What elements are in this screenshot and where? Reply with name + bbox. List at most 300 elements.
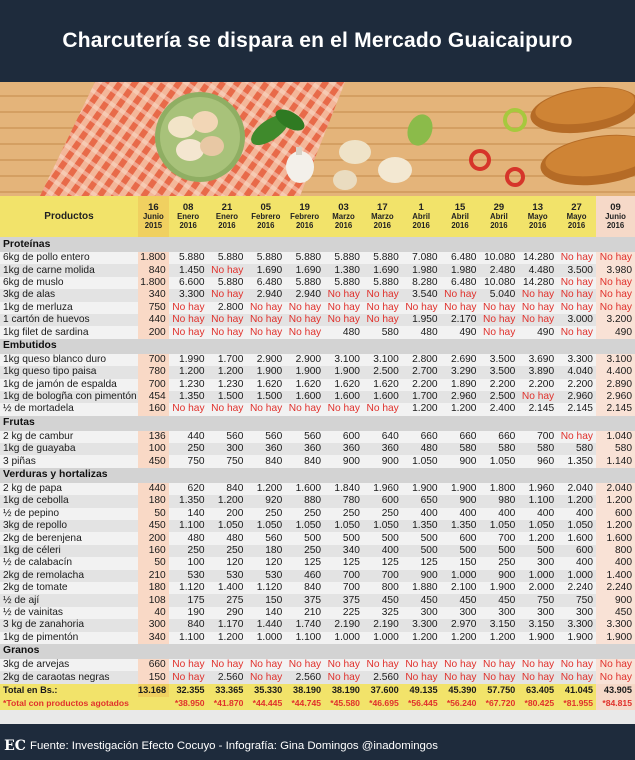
price-cell: 400 [557, 508, 596, 520]
price-cell: 700 [138, 354, 169, 366]
section-row [0, 339, 635, 354]
price-cell: 700 [518, 431, 557, 443]
product-name: 1kg de guayaba [0, 443, 138, 455]
price-cell: No hay [479, 659, 518, 671]
price-cell: 1.350 [402, 520, 441, 532]
price-cell: No hay [285, 659, 324, 671]
price-cell: 5.880 [208, 252, 247, 264]
price-cell: 2.145 [596, 403, 635, 415]
price-cell: 175 [169, 594, 208, 606]
price-cell: 160 [138, 545, 169, 557]
price-cell: No hay [479, 314, 518, 326]
price-cell: 490 [596, 326, 635, 338]
price-cell: 1.200 [596, 520, 635, 532]
price-cell: No hay [518, 671, 557, 683]
price-cell: 2.145 [518, 403, 557, 415]
table-row [0, 520, 635, 532]
price-cell: 1.050 [285, 520, 324, 532]
product-name: 1kg de pimentón [0, 632, 138, 644]
date-day: 16 [148, 202, 159, 213]
price-cell: No hay [479, 326, 518, 338]
price-cell: 1.000 [324, 632, 363, 644]
price-cell: 500 [324, 532, 363, 544]
price-cell: 125 [324, 557, 363, 569]
date-year: 2015 [144, 221, 163, 230]
price-cell: 1.050 [557, 520, 596, 532]
date-year: 2016 [529, 221, 547, 230]
sold-out-total-cell: *41.870 [208, 697, 247, 710]
total-cell: 45.390 [441, 684, 480, 697]
price-cell: 3.150 [479, 619, 518, 631]
date-day: 19 [299, 202, 310, 213]
total-cell: 13.168 [138, 684, 169, 697]
price-cell: 340 [138, 632, 169, 644]
price-cell: 700 [324, 570, 363, 582]
price-cell: 180 [138, 495, 169, 507]
price-cell: 3.500 [479, 366, 518, 378]
price-cell: 3.100 [324, 354, 363, 366]
price-cell: 450 [138, 455, 169, 467]
price-cell: 1.620 [246, 379, 285, 391]
price-cell: 1.230 [208, 379, 247, 391]
sold-out-total-cell: *84.815 [596, 697, 635, 710]
total-cell: 49.135 [402, 684, 441, 697]
price-cell: 3.500 [479, 354, 518, 366]
price-cell: No hay [479, 671, 518, 683]
price-cell: No hay [169, 314, 208, 326]
product-name: 3 kg de zanahoria [0, 619, 138, 631]
table-row [0, 366, 635, 378]
sold-out-total-cell: *80.425 [518, 697, 557, 710]
price-cell: 1.000 [246, 632, 285, 644]
price-table-container [0, 196, 635, 724]
price-cell: 1.440 [246, 619, 285, 631]
product-name: ½ de vainitas [0, 607, 138, 619]
price-cell: 1.200 [402, 403, 441, 415]
date-month: Marzo [371, 212, 394, 221]
price-cell: 8.280 [402, 277, 441, 289]
price-cell: 2.200 [479, 379, 518, 391]
price-cell: 2.690 [441, 354, 480, 366]
section-title: Proteínas [0, 237, 635, 252]
price-cell: 2.170 [441, 314, 480, 326]
price-cell: 500 [518, 545, 557, 557]
price-cell: 480 [402, 326, 441, 338]
price-cell: 1.840 [324, 483, 363, 495]
price-cell: 560 [285, 431, 324, 443]
price-cell: No hay [246, 659, 285, 671]
price-cell: 180 [246, 545, 285, 557]
price-cell: No hay [518, 314, 557, 326]
price-cell: 1.050 [518, 520, 557, 532]
section-row [0, 644, 635, 659]
price-cell: 660 [441, 431, 480, 443]
price-cell: No hay [324, 671, 363, 683]
table-row [0, 443, 635, 455]
price-cell: 1.400 [596, 570, 635, 582]
section-row [0, 237, 635, 252]
price-cell: 100 [138, 443, 169, 455]
table-row [0, 508, 635, 520]
product-name: 2 kg de papa [0, 483, 138, 495]
price-cell: 3.890 [518, 366, 557, 378]
price-cell: 2.900 [246, 354, 285, 366]
date-header [324, 196, 363, 237]
header-illustration [0, 82, 635, 196]
price-cell: 440 [138, 483, 169, 495]
price-cell: No hay [441, 659, 480, 671]
price-cell: 2.700 [402, 366, 441, 378]
price-cell: 1.100 [285, 632, 324, 644]
price-cell: No hay [557, 431, 596, 443]
price-cell: 300 [208, 443, 247, 455]
price-cell: 1.050 [246, 520, 285, 532]
date-day: 21 [221, 202, 233, 213]
price-cell: 1.900 [285, 366, 324, 378]
price-cell: 3.300 [402, 619, 441, 631]
table-row [0, 594, 635, 606]
price-cell: No hay [596, 277, 635, 289]
price-cell: 5.880 [285, 252, 324, 264]
price-cell: No hay [518, 659, 557, 671]
price-cell: 2.960 [441, 391, 480, 403]
efecto-cocuyo-logo: EC [4, 738, 26, 754]
sold-out-total-cell: *56.445 [402, 697, 441, 710]
price-cell: 5.880 [285, 277, 324, 289]
section-title: Embutidos [0, 339, 635, 354]
price-cell: 500 [285, 532, 324, 544]
total-cell: 32.355 [169, 684, 208, 697]
price-cell: 1.100 [518, 495, 557, 507]
date-month: Mayo [566, 212, 587, 221]
table-row [0, 302, 635, 314]
price-cell: No hay [169, 403, 208, 415]
price-cell: 136 [138, 431, 169, 443]
price-cell: 4.400 [596, 366, 635, 378]
table-row [0, 545, 635, 557]
price-cell: 1.620 [324, 379, 363, 391]
price-cell: 1.050 [363, 520, 402, 532]
price-cell: 250 [246, 508, 285, 520]
price-cell: No hay [324, 289, 363, 301]
price-cell: 6.480 [246, 277, 285, 289]
price-cell: 1.600 [285, 483, 324, 495]
date-month: Mayo [527, 212, 548, 221]
price-cell: 140 [169, 508, 208, 520]
price-cell: 300 [402, 607, 441, 619]
price-cell: 750 [169, 455, 208, 467]
table-row [0, 379, 635, 391]
price-cell: 120 [208, 557, 247, 569]
total-cell: 35.330 [246, 684, 285, 697]
table-row [0, 532, 635, 544]
table-row [0, 582, 635, 594]
price-cell: 2.200 [518, 379, 557, 391]
price-cell: 1.200 [557, 495, 596, 507]
sold-out-total-cell: *67.720 [479, 697, 518, 710]
date-month: Abril [412, 212, 431, 221]
price-cell: 3.300 [557, 354, 596, 366]
price-cell: 360 [285, 443, 324, 455]
price-cell: 600 [441, 532, 480, 544]
sold-out-total-row [0, 697, 635, 710]
product-name: 2kg de tomate [0, 582, 138, 594]
date-year: 2016 [373, 221, 392, 230]
price-cell: 530 [208, 570, 247, 582]
price-cell: No hay [518, 289, 557, 301]
price-cell: 660 [402, 431, 441, 443]
price-cell: No hay [285, 314, 324, 326]
price-cell: 700 [324, 582, 363, 594]
price-cell: 2.000 [518, 582, 557, 594]
price-cell: No hay [324, 302, 363, 314]
price-cell: 750 [138, 302, 169, 314]
price-cell: 1.050 [402, 455, 441, 467]
product-name: ½ de mortadela [0, 403, 138, 415]
table-row [0, 570, 635, 582]
price-cell: 290 [208, 607, 247, 619]
price-cell: 14.280 [518, 252, 557, 264]
price-cell: 600 [596, 508, 635, 520]
price-cell: 780 [324, 495, 363, 507]
price-cell: 400 [596, 557, 635, 569]
total-cell: 57.750 [479, 684, 518, 697]
sold-out-total-cell: *56.240 [441, 697, 480, 710]
price-cell: 3.540 [402, 289, 441, 301]
price-cell: 900 [441, 455, 480, 467]
price-cell: No hay [285, 403, 324, 415]
price-cell: No hay [557, 289, 596, 301]
price-cell: 2.100 [441, 582, 480, 594]
date-header [246, 196, 285, 237]
price-cell: No hay [208, 314, 247, 326]
price-cell: 5.880 [324, 252, 363, 264]
price-cell: 1.200 [596, 495, 635, 507]
product-name: 1kg queso tipo paisa [0, 366, 138, 378]
price-cell: 108 [138, 594, 169, 606]
price-cell: 210 [138, 570, 169, 582]
page-title: Charcutería se dispara en el Mercado Guaicaipuro [0, 0, 635, 82]
price-cell: No hay [246, 671, 285, 683]
price-cell: No hay [208, 659, 247, 671]
price-cell: 840 [208, 483, 247, 495]
price-cell: 1.450 [169, 264, 208, 276]
price-cell: 4.040 [557, 366, 596, 378]
price-cell: 250 [324, 508, 363, 520]
total-cell: 43.905 [596, 684, 635, 697]
price-cell: 1.690 [285, 264, 324, 276]
price-cell: 2.560 [208, 671, 247, 683]
product-name: 2kg de berenjena [0, 532, 138, 544]
price-cell: 2.890 [596, 379, 635, 391]
price-cell: 400 [557, 557, 596, 569]
price-cell: 2.960 [596, 391, 635, 403]
price-cell: 450 [596, 607, 635, 619]
price-cell: 1.000 [557, 570, 596, 582]
sold-out-total-cell: *44.445 [246, 697, 285, 710]
price-cell: 640 [363, 431, 402, 443]
price-cell: 480 [169, 532, 208, 544]
price-cell: 530 [169, 570, 208, 582]
product-name: 1kg de céleri [0, 545, 138, 557]
price-cell: 2.480 [479, 264, 518, 276]
price-cell: 490 [518, 326, 557, 338]
price-cell: 500 [402, 545, 441, 557]
price-cell: 1.890 [441, 379, 480, 391]
price-cell: 1.200 [208, 495, 247, 507]
price-cell: 1.600 [557, 532, 596, 544]
price-cell: 700 [138, 379, 169, 391]
table-row [0, 326, 635, 338]
price-cell: 375 [324, 594, 363, 606]
price-cell: No hay [596, 659, 635, 671]
price-cell: 500 [402, 532, 441, 544]
price-cell: 3.300 [169, 289, 208, 301]
price-cell: No hay [518, 302, 557, 314]
price-cell: 300 [441, 607, 480, 619]
price-cell: 375 [285, 594, 324, 606]
price-cell: 2.800 [402, 354, 441, 366]
table-row [0, 607, 635, 619]
product-name: 1 cartón de huevos [0, 314, 138, 326]
price-cell: 620 [169, 483, 208, 495]
price-cell: 2.500 [479, 391, 518, 403]
date-header [479, 196, 518, 237]
price-cell: No hay [285, 302, 324, 314]
price-cell: 325 [363, 607, 402, 619]
price-cell: 4.480 [518, 264, 557, 276]
price-cell: No hay [596, 671, 635, 683]
date-header [208, 196, 247, 237]
date-day: 09 [610, 202, 621, 213]
price-cell: 1.960 [518, 483, 557, 495]
price-cell: 1.200 [208, 632, 247, 644]
price-cell: 300 [557, 607, 596, 619]
price-cell: No hay [363, 314, 402, 326]
price-cell: No hay [246, 326, 285, 338]
price-cell: 3.300 [557, 619, 596, 631]
date-month: Abril [451, 212, 469, 221]
date-header [441, 196, 480, 237]
price-cell: 3.000 [557, 314, 596, 326]
price-cell: No hay [208, 264, 247, 276]
price-cell: No hay [246, 302, 285, 314]
price-cell: 900 [402, 570, 441, 582]
price-cell: 250 [169, 545, 208, 557]
price-cell: 1.500 [246, 391, 285, 403]
sold-out-total-cell: *38.950 [169, 697, 208, 710]
price-cell: 250 [479, 557, 518, 569]
price-cell: No hay [246, 314, 285, 326]
price-cell: 560 [208, 431, 247, 443]
price-cell: 2.970 [441, 619, 480, 631]
price-cell: 160 [138, 403, 169, 415]
date-header [557, 196, 596, 237]
price-cell: 1.050 [208, 520, 247, 532]
table-row [0, 483, 635, 495]
price-cell: 200 [138, 532, 169, 544]
price-cell: No hay [363, 302, 402, 314]
price-cell: 1.700 [402, 391, 441, 403]
date-year: 2016 [412, 221, 430, 230]
price-cell: 580 [363, 326, 402, 338]
table-row [0, 495, 635, 507]
price-cell: 400 [441, 508, 480, 520]
price-cell: No hay [169, 659, 208, 671]
date-year: 2016 [334, 221, 353, 230]
price-cell: 660 [479, 431, 518, 443]
price-cell: 1.350 [441, 520, 480, 532]
price-cell: No hay [557, 302, 596, 314]
price-cell: 450 [479, 594, 518, 606]
price-cell: 900 [479, 570, 518, 582]
price-cell: 250 [285, 545, 324, 557]
price-cell: 1.200 [402, 632, 441, 644]
price-cell: 1.200 [169, 366, 208, 378]
table-row [0, 403, 635, 415]
price-cell: No hay [479, 302, 518, 314]
price-cell: 100 [169, 557, 208, 569]
price-cell: 1.400 [208, 582, 247, 594]
total-cell: 63.405 [518, 684, 557, 697]
footer [0, 732, 635, 760]
price-cell: 750 [208, 455, 247, 467]
price-cell: 900 [596, 594, 635, 606]
price-cell: 2.560 [363, 671, 402, 683]
date-month: Junio [605, 212, 626, 221]
date-year: 2016 [451, 221, 469, 230]
price-cell: 14.280 [518, 277, 557, 289]
price-cell: 580 [518, 443, 557, 455]
table-row [0, 252, 635, 264]
price-cell: 5.880 [169, 252, 208, 264]
price-cell: 2.040 [557, 483, 596, 495]
price-cell: No hay [557, 277, 596, 289]
table-row [0, 314, 635, 326]
price-cell: 840 [246, 455, 285, 467]
price-cell: 150 [441, 557, 480, 569]
price-table [0, 196, 635, 710]
product-name: 6kg de muslo [0, 277, 138, 289]
price-cell: 700 [363, 570, 402, 582]
price-cell: 5.040 [479, 289, 518, 301]
price-cell: 450 [441, 594, 480, 606]
date-month: Marzo [332, 212, 355, 221]
price-cell: 2.240 [596, 582, 635, 594]
price-cell: 340 [138, 289, 169, 301]
date-year: 2016 [567, 221, 586, 230]
price-cell: 450 [138, 520, 169, 532]
total-row [0, 684, 635, 697]
table-row [0, 557, 635, 569]
price-cell: 1.200 [441, 632, 480, 644]
price-cell: 2.190 [363, 619, 402, 631]
price-cell: 900 [324, 455, 363, 467]
table-row [0, 354, 635, 366]
price-cell: 1.690 [363, 264, 402, 276]
price-cell: 1.980 [441, 264, 480, 276]
price-cell: 3.100 [596, 354, 635, 366]
price-cell: 500 [479, 545, 518, 557]
price-cell: 150 [138, 671, 169, 683]
price-cell: 1.600 [363, 391, 402, 403]
price-cell: 500 [363, 532, 402, 544]
price-cell: 2.200 [402, 379, 441, 391]
price-cell: 300 [479, 607, 518, 619]
price-cell: 960 [518, 455, 557, 467]
price-cell: 3.100 [363, 354, 402, 366]
table-row [0, 619, 635, 631]
